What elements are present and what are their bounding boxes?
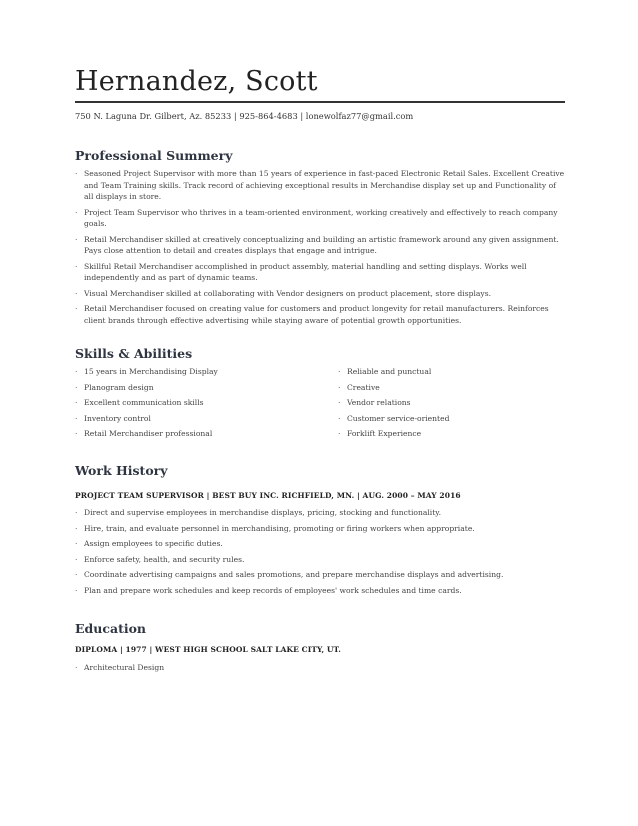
skills-left-column — [75, 366, 305, 444]
header-divider — [75, 101, 565, 103]
summary-item: · Skillful Retail Merchandiser accomplished in product assembly, material handling and setting displays. Works well independently and as part of dynamic teams. — [75, 261, 565, 284]
duty-item: · Enforce safety, health, and security rules. — [75, 554, 565, 566]
contact-line: 750 N. Laguna Dr. Gilbert, Az. 85233 | 925-864-4683 | lonewolfaz77@gmail.com — [75, 111, 414, 121]
duty-item: · Coordinate advertising campaigns and sales promotions, and prepare merchandise displays and advertising. — [75, 569, 565, 581]
skill-item: · Planogram design — [75, 382, 305, 398]
skill-item: · Vendor relations — [338, 397, 568, 413]
summary-item: · Project Team Supervisor who thrives in a team-oriented environment, working creatively and effectively to reach company goals. — [75, 207, 565, 230]
skill-item: · Excellent communication skills — [75, 397, 305, 413]
work-heading: Work History — [75, 463, 168, 478]
duty-item: · Direct and supervise employees in merchandise displays, pricing, stocking and functionality. — [75, 507, 565, 519]
skill-item: · Reliable and punctual — [338, 366, 568, 382]
duty-item: · Assign employees to specific duties. — [75, 538, 565, 550]
summary-heading: Professional Summery — [75, 148, 233, 163]
education-heading: Education — [75, 621, 147, 636]
skill-item: · 15 years in Merchandising Display — [75, 366, 305, 382]
summary-item: · Retail Merchandiser focused on creating value for customers and product longevity for retail manufacturers. Reinforces client brands through effective advertising while staying aware of potential growth opportunities. — [75, 303, 565, 326]
skill-item: · Creative — [338, 382, 568, 398]
duty-item: · Hire, train, and evaluate personnel in merchandising, promoting or firing workers when appropriate. — [75, 523, 565, 535]
duty-item: · Plan and prepare work schedules and keep records of employees' work schedules and time cards. — [75, 585, 565, 597]
skill-item: · Customer service-oriented — [338, 413, 568, 429]
summary-item: · Seasoned Project Supervisor with more than 15 years of experience in fast-paced Electronic Retail Sales. Excellent Creative and Team Training skills. Track record of achieving exceptional results in Merchandise display set up and Functionality of all displays in store. — [75, 168, 565, 203]
education-list — [75, 662, 565, 678]
summary-item: · Visual Merchandiser skilled at collaborating with Vendor designers on product placement, store displays. — [75, 288, 565, 300]
work-list — [75, 507, 565, 600]
candidate-name: Hernandez, Scott — [75, 66, 318, 97]
job-title: PROJECT TEAM SUPERVISOR | BEST BUY INC. RICHFIELD, MN. | AUG. 2000 – MAY 2016 — [75, 491, 461, 500]
education-item: · Architectural Design — [75, 662, 565, 674]
summary-item: · Retail Merchandiser skilled at creatively conceptualizing and building an artistic framework around any given assignment. Pays close attention to detail and creates displays that engage and intrigue. — [75, 234, 565, 257]
skill-item: · Retail Merchandiser professional — [75, 428, 305, 444]
skill-item: · Inventory control — [75, 413, 305, 429]
degree-title: DIPLOMA | 1977 | WEST HIGH SCHOOL SALT LAKE CITY, UT. — [75, 645, 341, 654]
skills-heading: Skills & Abilities — [75, 346, 193, 361]
summary-list — [75, 168, 565, 330]
skills-right-column — [338, 366, 568, 444]
skill-item: · Forklift Experience — [338, 428, 568, 444]
